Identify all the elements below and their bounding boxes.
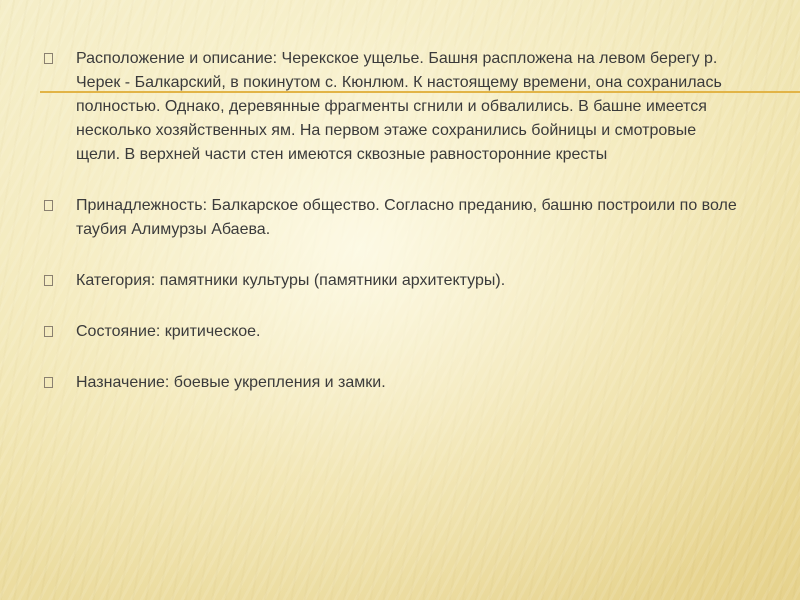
bullet-text: Категория: памятники культуры (памятники архитектуры). [76,272,506,289]
bullet-marker-icon [44,53,53,64]
bullet-marker-icon [44,275,53,286]
bullet-marker-icon [44,200,53,211]
bullet-text: Принадлежность: Балкарское общество. Согласно преданию, башню построили по воле таубия Алимурзы Абаева. [76,197,737,238]
bullet-item-condition [44,320,744,344]
bullet-text: Состояние: критическое. [76,323,261,340]
bullet-text: Расположение и описание: Черекское ущелье. Башня распложена на левом берегу р. Черек - Балкарский, в покинутом с. Кюнлюм. К настоящему времени, она сохранилась полностью. Однако, деревянные фрагменты сгнили и обвалились. В башне имеется несколько хозяйственных ям. На первом этаже сохранились бойницы и смотровые щели. В верхней части стен имеются сквозные равносторонние кресты [76,50,722,163]
bullet-item-purpose [44,371,744,395]
bullet-text: Назначение: боевые укрепления и замки. [76,374,386,391]
bullet-item-ownership [44,194,744,242]
bullet-item-category [44,269,744,293]
bullet-item-location [44,47,744,167]
bullet-marker-icon [44,326,53,337]
bullet-list [44,47,744,422]
bullet-marker-icon [44,377,53,388]
